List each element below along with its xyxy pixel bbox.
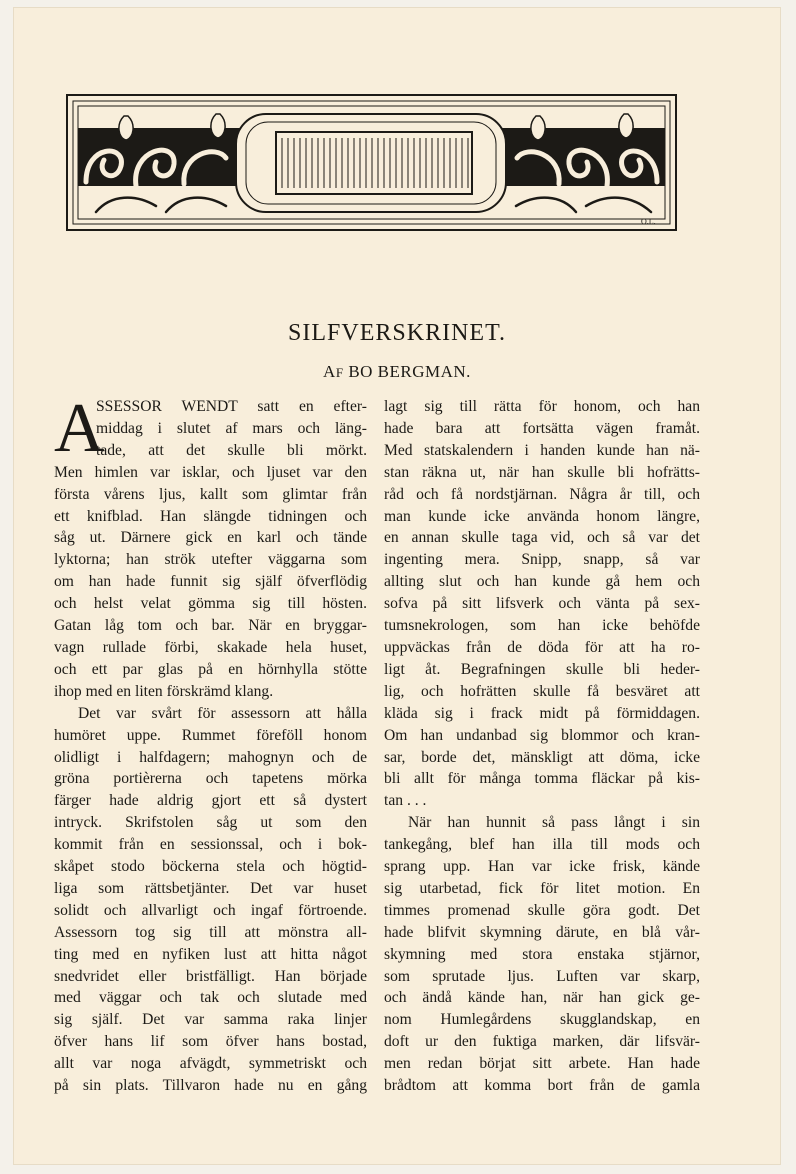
text-line: med väggar och tak och slutade med xyxy=(54,989,367,1007)
text-line: ligt åt. Begrafningen skulle bli heder- xyxy=(384,660,700,678)
text-line: solidt och allvarligt och ingaf förtroende. xyxy=(54,901,367,919)
text-line: man kunde icke använda honom längre, xyxy=(384,507,700,525)
text-line: sofva på sitt lifsverk och vänta på sex- xyxy=(384,595,700,613)
text-line: ett knifblad. Han slängde tidningen och xyxy=(54,507,367,525)
text-line: Gatan låg tom och bar. När en bryggar- xyxy=(54,617,367,635)
text-line: och ändå kände han, när han gick ge- xyxy=(384,989,700,1007)
text-column-left xyxy=(54,390,367,1097)
text-line: skymning med stora enstaka stjärnor, xyxy=(384,945,700,963)
text-line: kläda sig i frack midt på förmiddagen. xyxy=(384,704,700,722)
text-line: lyktorna; han strök utefter väggarna som xyxy=(54,551,367,569)
text-line: en annan skulle taga vid, och så var det xyxy=(384,529,700,547)
text-line: lagt sig till rätta för honom, och han xyxy=(384,398,700,415)
text-line: hade blifvit skymning därute, en blå vår- xyxy=(384,923,700,941)
text-line: Med statskalendern i handen kunde han nä- xyxy=(384,441,700,459)
text-line: liga som rättsbetjänter. Det var huset xyxy=(54,879,367,897)
decorative-header-ornament xyxy=(66,94,677,231)
text-line: allt var noga afvägdt, symmetriskt och xyxy=(54,1055,367,1073)
text-line: Om han undanbad sig blommor och kran- xyxy=(384,726,700,744)
text-line: doft ur den fuktiga marken, där lifsvär- xyxy=(384,1033,700,1051)
text-line: ingenting mera. Snipp, snapp, så var xyxy=(384,551,700,569)
text-line: och helst velat gömma sig till hösten. xyxy=(54,595,367,613)
text-line: nom Humlegårdens skugglandskap, en xyxy=(384,1011,700,1029)
text-line: ihop med en liten förskrämd klang. xyxy=(54,682,274,700)
text-line: på sin plats. Tillvaron hade nu en gång xyxy=(54,1077,367,1095)
text-line: tan . . . xyxy=(384,792,427,810)
text-column-right xyxy=(384,396,700,1097)
text-line: olidligt i halfdagern; mahognyn och de xyxy=(54,748,367,766)
text-line: råd och få nordstjärnan. Några år till, och xyxy=(384,485,700,503)
text-line: tade, att det skulle bli mörkt. xyxy=(96,441,367,459)
text-line: tankegång, blef han illa till mods och xyxy=(384,836,700,854)
text-line: timmes promenad skulle göra godt. Det xyxy=(384,901,700,919)
text-line: men redan börjat sitt arbete. Han hade xyxy=(384,1055,700,1073)
text-line: SSESSOR WENDT satt en efter- xyxy=(96,398,367,415)
byline-prefix-rest: F xyxy=(335,365,344,380)
text-line: och ett par glas på en hörnhylla stötte xyxy=(54,660,367,678)
text-line: humöret uppe. Rummet föreföll honom xyxy=(54,726,367,744)
text-line: Men himlen var isklar, och ljuset var den xyxy=(54,463,367,481)
text-line: uppväckas från de döda för att ha ro- xyxy=(384,638,700,656)
text-line: såg ut. Därnere gick en karl och tände xyxy=(54,529,367,547)
byline-author: BO BERGMAN. xyxy=(348,362,471,381)
ornament-monogram: O.L. xyxy=(641,217,656,226)
text-line: vagn rullade förbi, skakade hela huset, xyxy=(54,638,367,656)
text-line: snedvridet eller bristfälligt. Han började xyxy=(54,967,367,985)
text-line: hade bara att fortsätta vägen framåt. xyxy=(384,419,700,437)
byline-prefix-first: A xyxy=(323,362,336,381)
text-line: sprang upp. Han var icke frisk, kände xyxy=(384,858,700,876)
text-line: sig utarbetad, fick för litet motion. En xyxy=(384,879,700,897)
text-line: sar, borde det, mänskligt att döma, icke xyxy=(384,748,700,766)
text-line: lig, och hofrätten skulle få besväret att xyxy=(384,682,700,700)
text-line: som sprutade ljus. Luften var skarp, xyxy=(384,967,700,985)
text-line: sig själf. Det var samma raka linjer xyxy=(54,1011,367,1029)
byline xyxy=(14,362,780,382)
text-line: öfver hans lif som öfver hans bostad, xyxy=(54,1033,367,1051)
article-title: SILFVERSKRINET. xyxy=(288,320,506,346)
text-line: Det var svårt för assessorn att hålla xyxy=(78,704,367,722)
text-line: färger hade aldrig gjort ett så dystert xyxy=(54,792,367,810)
text-line: allting slut och han kunde gå hem och xyxy=(384,573,700,591)
text-line: När han hunnit så pass långt i sin xyxy=(408,814,700,832)
page xyxy=(14,8,780,1164)
text-line: om han hade funnit sig själf öfverflödig xyxy=(54,573,367,591)
text-line: gröna portièrerna och tapetens mörka xyxy=(54,770,367,788)
text-line: första vårens ljus, kallt som glimtar från xyxy=(54,485,367,503)
drop-cap: A xyxy=(54,390,105,467)
text-line: bli allt för många tomma fläckar på kis- xyxy=(384,770,700,788)
text-line: middag i slutet af mars och läng- xyxy=(96,419,367,437)
text-line: stan räkna ut, när han skulle bli hofrätts- xyxy=(384,463,700,481)
text-line: intryck. Skrifstolen såg ut som den xyxy=(54,814,367,832)
text-line: kommit från en sessionssal, och i bok- xyxy=(54,836,367,854)
text-line: brådtom att komma bort från de gamla xyxy=(384,1077,700,1095)
text-line: Assessorn tog sig till att mönstra all- xyxy=(54,923,367,941)
text-line: tumsnekrologen, som han icke behöfde xyxy=(384,617,700,635)
text-line: ting med en nyfiken lust att hitta något xyxy=(54,945,367,963)
text-line: skåpet stodo böckerna stela och högtid- xyxy=(54,858,367,876)
